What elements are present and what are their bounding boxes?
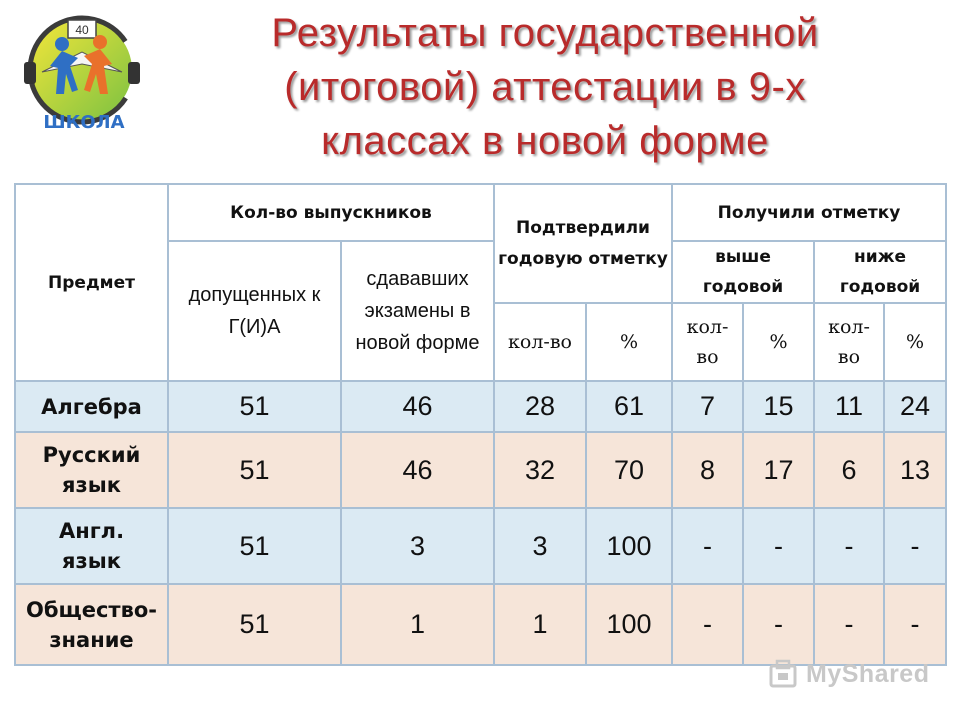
results-table xyxy=(14,183,947,666)
myshared-logo-icon xyxy=(768,658,802,692)
svg-text:ШКОЛА: ШКОЛА xyxy=(43,112,125,133)
below-percent-cell: - xyxy=(884,584,946,665)
confirmed-count-cell: 1 xyxy=(494,584,586,665)
above-count-cell: 8 xyxy=(672,432,743,508)
watermark-text: MyShared xyxy=(806,660,930,688)
took-exam-cell: 3 xyxy=(341,508,494,584)
header-below-count: кол-во xyxy=(814,303,884,381)
below-percent-cell: - xyxy=(884,508,946,584)
took-exam-cell: 46 xyxy=(341,381,494,432)
below-count-cell: 6 xyxy=(814,432,884,508)
header-confirmed-count: кол-во xyxy=(494,303,586,381)
below-percent-cell: 24 xyxy=(884,381,946,432)
admitted-cell: 51 xyxy=(168,432,341,508)
header-below-percent: % xyxy=(884,303,946,381)
school-logo-icon xyxy=(20,14,148,134)
header-received: Получили отметку xyxy=(672,184,946,241)
table-row xyxy=(15,584,946,665)
subject-cell: Русский язык xyxy=(15,432,168,508)
header-above-percent: % xyxy=(743,303,814,381)
table-row xyxy=(15,508,946,584)
page-title xyxy=(195,6,895,168)
header-took-exam: сдававших экзамены в новой форме xyxy=(341,241,494,381)
confirmed-percent-cell: 61 xyxy=(586,381,672,432)
above-count-cell: - xyxy=(672,508,743,584)
confirmed-percent-cell: 70 xyxy=(586,432,672,508)
confirmed-percent-cell: 100 xyxy=(586,508,672,584)
admitted-cell: 51 xyxy=(168,381,341,432)
header-confirmed: Подтвердили годовую отметку xyxy=(494,184,672,303)
header-graduates: Кол-во выпускников xyxy=(168,184,494,241)
confirmed-count-cell: 32 xyxy=(494,432,586,508)
title-line-1: Результаты государственной xyxy=(271,11,819,55)
below-count-cell: 11 xyxy=(814,381,884,432)
header-confirmed-percent: % xyxy=(586,303,672,381)
header-below: ниже годовой xyxy=(814,241,946,303)
svg-text:40: 40 xyxy=(75,23,89,37)
admitted-cell: 51 xyxy=(168,508,341,584)
title-line-3: классах в новой форме xyxy=(321,119,769,163)
above-percent-cell: - xyxy=(743,508,814,584)
confirmed-count-cell: 28 xyxy=(494,381,586,432)
table-row xyxy=(15,381,946,432)
took-exam-cell: 1 xyxy=(341,584,494,665)
subject-cell: Англ. язык xyxy=(15,508,168,584)
above-count-cell: 7 xyxy=(672,381,743,432)
subject-cell: Алгебра xyxy=(15,381,168,432)
header-subject: Предмет xyxy=(15,184,168,381)
below-count-cell: - xyxy=(814,508,884,584)
header-admitted: допущенных к Г(И)А xyxy=(168,241,341,381)
subject-cell: Общество-знание xyxy=(15,584,168,665)
above-count-cell: - xyxy=(672,584,743,665)
above-percent-cell: - xyxy=(743,584,814,665)
admitted-cell: 51 xyxy=(168,584,341,665)
below-count-cell: - xyxy=(814,584,884,665)
header-above-count: кол-во xyxy=(672,303,743,381)
watermark xyxy=(768,655,938,695)
above-percent-cell: 17 xyxy=(743,432,814,508)
above-percent-cell: 15 xyxy=(743,381,814,432)
header-above: выше годовой xyxy=(672,241,814,303)
table-row xyxy=(15,432,946,508)
took-exam-cell: 46 xyxy=(341,432,494,508)
confirmed-percent-cell: 100 xyxy=(586,584,672,665)
below-percent-cell: 13 xyxy=(884,432,946,508)
title-line-2: (итоговой) аттестации в 9-х xyxy=(284,65,806,109)
confirmed-count-cell: 3 xyxy=(494,508,586,584)
